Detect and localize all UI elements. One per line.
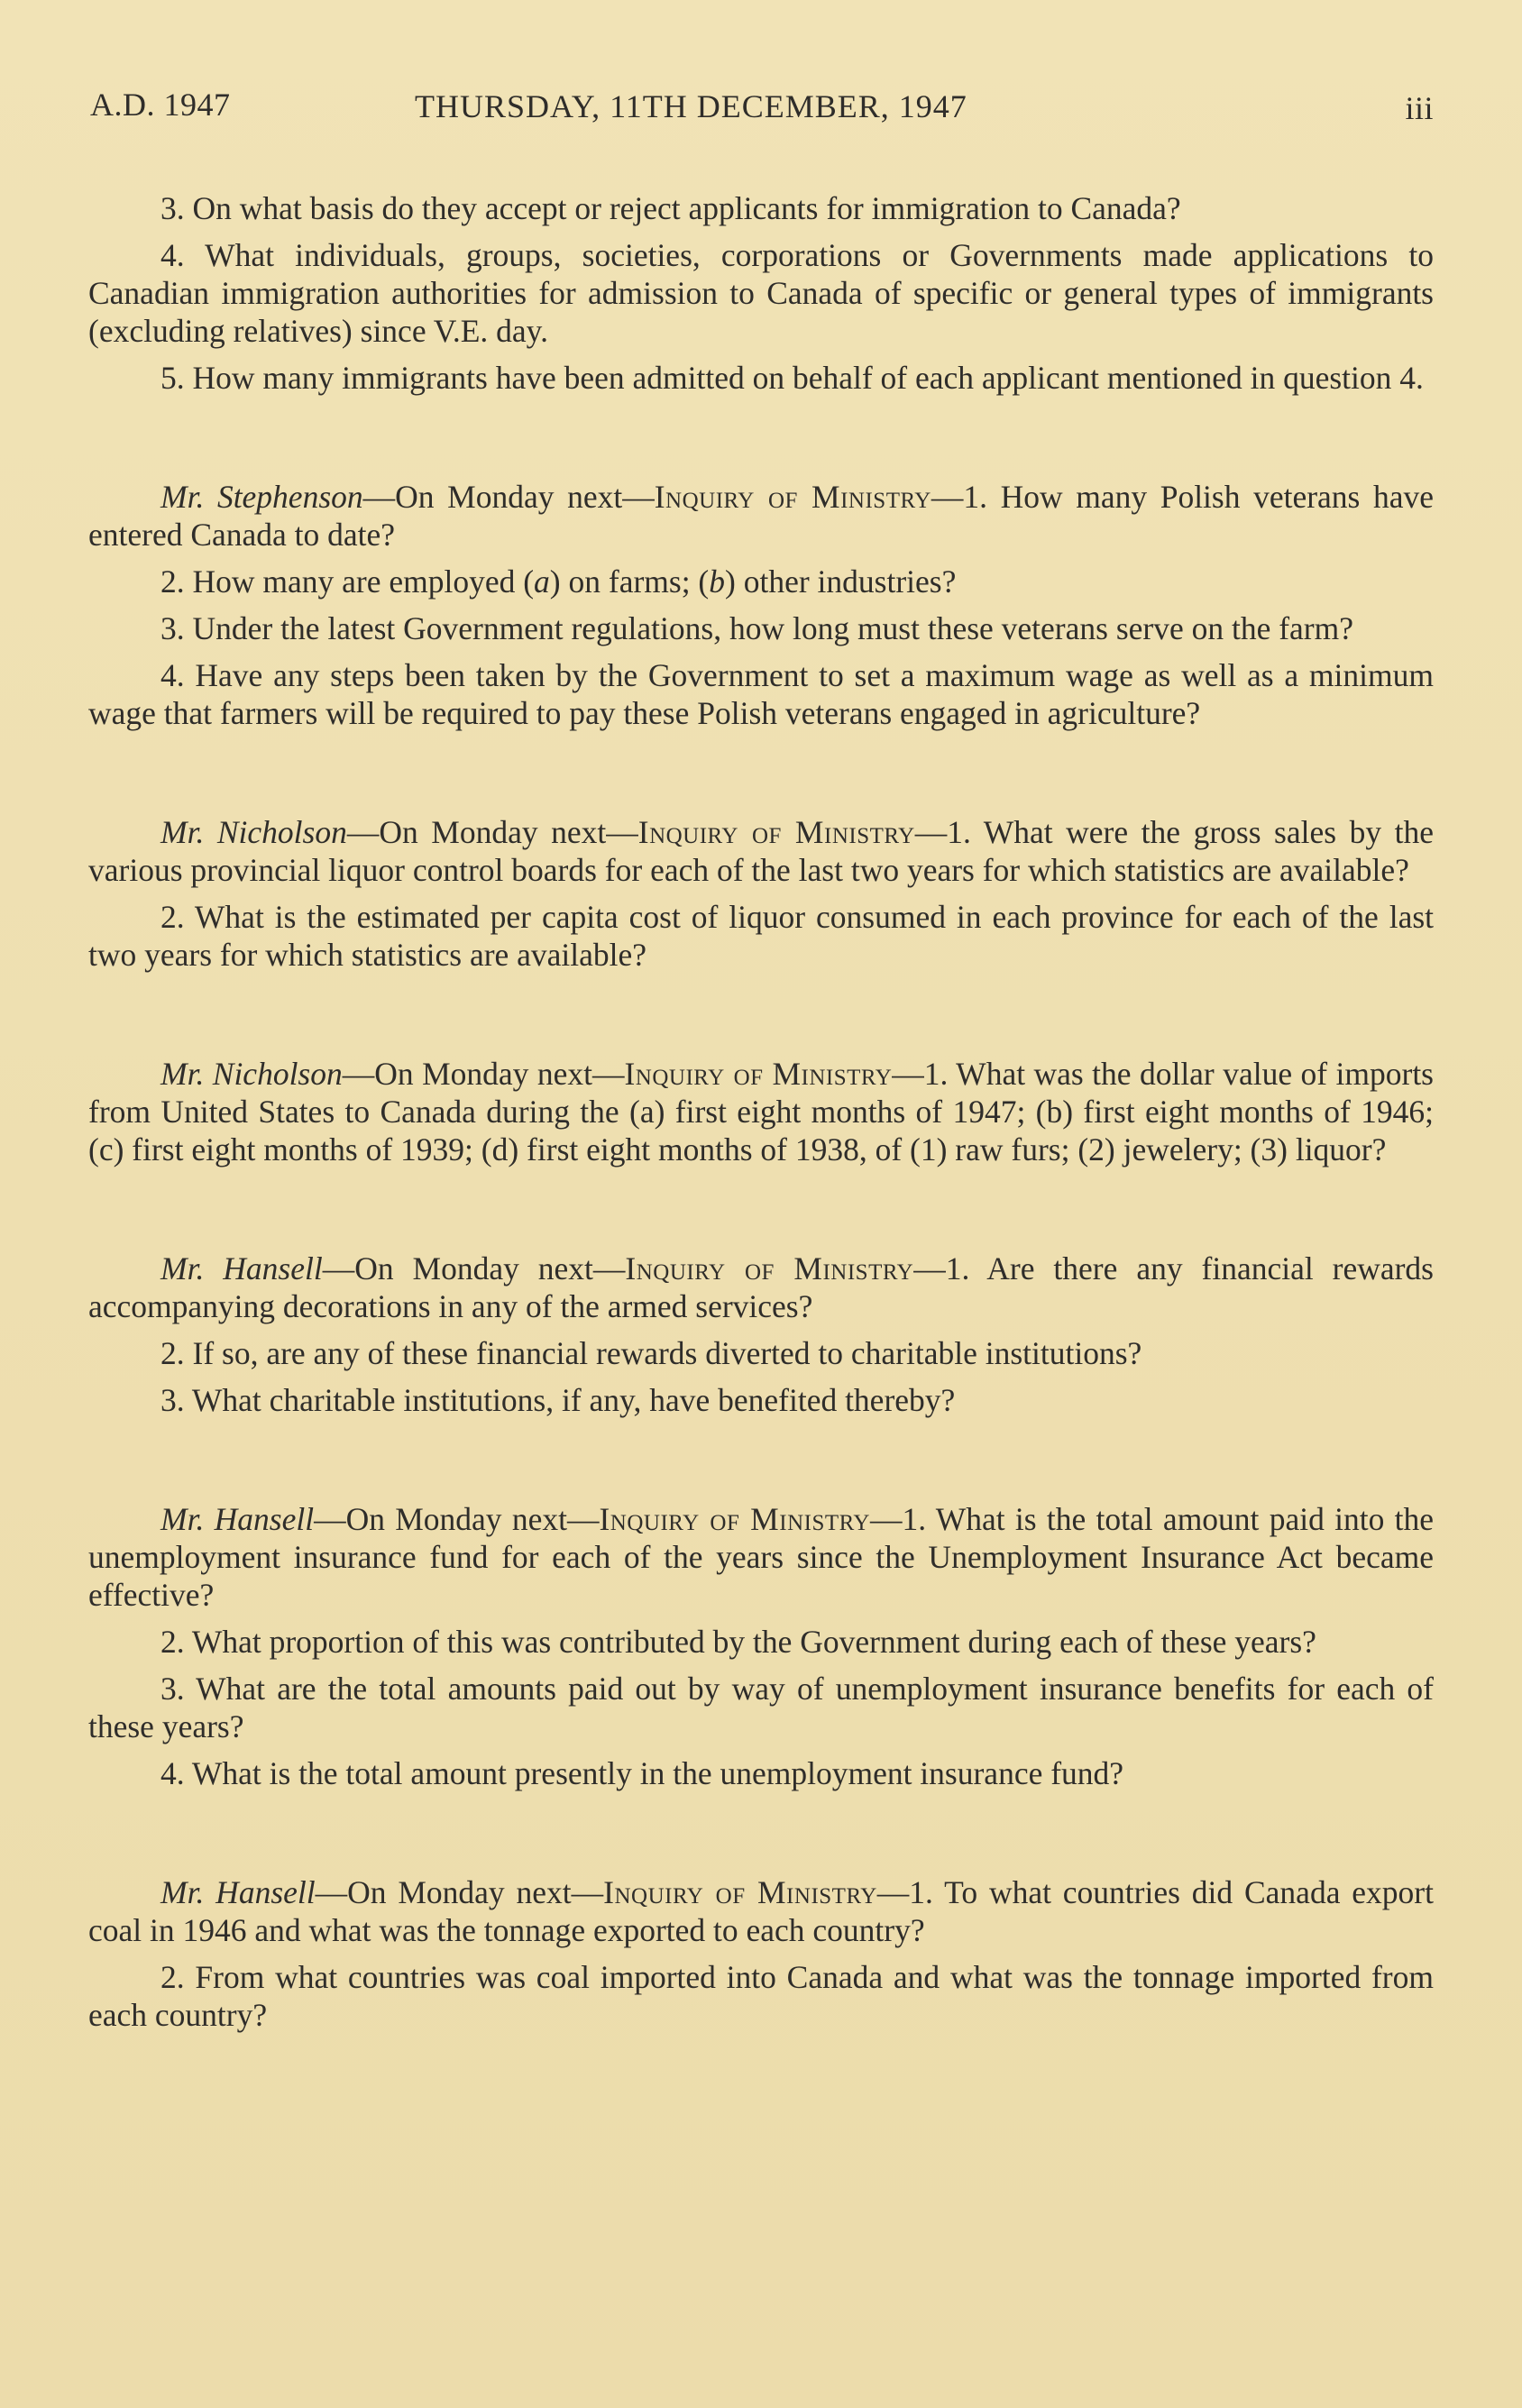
question-block [88, 478, 1434, 732]
question-lead: —On Monday next— [322, 1250, 626, 1286]
question-block [88, 1250, 1434, 1419]
inquiry-label: Inquiry of Ministry [624, 1056, 893, 1092]
question-first [88, 1873, 1434, 1949]
member-name: Mr. Nicholson [160, 814, 347, 850]
inquiry-label: Inquiry of Ministry [603, 1874, 877, 1910]
page-header [90, 86, 1434, 140]
question-text: —1. Are there any financial rewards accompanying decorations in any of the armed services? [88, 1250, 1434, 1324]
question-block [88, 813, 1434, 974]
page-number: iii [1405, 90, 1434, 126]
question-item: 3. What are the total amounts paid out by way of unemployment insurance benefits for each of these years? [88, 1671, 1434, 1744]
question-first [88, 1250, 1434, 1325]
header-year: A.D. 1947 [90, 87, 231, 123]
question-item: 2. What is the estimated per capita cost of liquor consumed in each province for each of the last two years for which statistics are available? [88, 899, 1434, 973]
intro-block [88, 189, 1434, 397]
member-name: Mr. Nicholson [160, 1056, 343, 1092]
intro-item: 3. On what basis do they accept or reject applicants for immigration to Canada? [160, 190, 1181, 226]
question-block [88, 1873, 1434, 2034]
question-text: —1. To what countries did Canada export coal in 1946 and what was the tonnage exported to each country? [88, 1874, 1434, 1948]
question-item: 2. How many are employed (a) on farms; (b) other industries? [160, 563, 957, 600]
inquiry-label: Inquiry of Ministry [599, 1501, 870, 1537]
question-item: 4. What is the total amount presently in the unemployment insurance fund? [160, 1755, 1124, 1791]
question-item: 2. What proportion of this was contributed by the Government during each of these years? [160, 1624, 1316, 1660]
intro-item: 4. What individuals, groups, societies, corporations or Governments made applications to Canadian immigration authorities for admission to Canada of specific or general types of immigrants (excluding relatives) since V.E. day. [88, 237, 1434, 349]
question-lead: —On Monday next— [314, 1501, 600, 1537]
inquiry-label: Inquiry of Ministry [625, 1250, 914, 1286]
question-lead: —On Monday next— [315, 1874, 604, 1910]
question-text: —1. What was the dollar value of imports from United States to Canada during the (a) first eight months of 1947; (b) first eight months of 1946; (c) first eight months of 1939; (d) first eight months of 1938, of (1) raw furs; (2) jewelery; (3) liquor? [88, 1056, 1434, 1167]
inquiry-label: Inquiry of Ministry [637, 814, 915, 850]
question-lead: —On Monday next— [342, 1056, 625, 1092]
question-block [88, 1055, 1434, 1168]
question-item: 2. If so, are any of these financial rewards diverted to charitable institutions? [160, 1335, 1142, 1371]
question-text: —1. What is the total amount paid into the unemployment insurance fund for each of the years since the Unemployment Insurance Act became effective? [88, 1501, 1435, 1613]
question-item: 4. Have any steps been taken by the Government to set a maximum wage as well as a minimum wage that farmers will be required to pay these Polish veterans engaged in agriculture? [88, 657, 1434, 731]
question-item: 3. Under the latest Government regulations, how long must these veterans serve on the farm? [160, 610, 1353, 646]
header-date: THURSDAY, 11TH DECEMBER, 1947 [415, 88, 967, 124]
member-name: Mr. Hansell [160, 1874, 316, 1910]
member-name: Mr. Hansell [160, 1250, 323, 1286]
question-first [88, 478, 1434, 554]
member-name: Mr. Stephenson [160, 479, 363, 515]
question-block [88, 1500, 1434, 1792]
question-first [88, 1055, 1434, 1168]
page-body [88, 189, 1434, 2043]
inquiry-label: Inquiry of Ministry [654, 479, 931, 515]
question-text: —1. How many Polish veterans have entered Canada to date? [88, 479, 1434, 553]
question-first [88, 813, 1434, 889]
question-item: 2. From what countries was coal imported into Canada and what was the tonnage imported from each country? [88, 1959, 1434, 2033]
question-lead: —On Monday next— [362, 479, 655, 515]
question-text: —1. What were the gross sales by the various provincial liquor control boards for each of the last two years for which statistics are available? [88, 814, 1434, 888]
question-lead: —On Monday next— [346, 814, 638, 850]
intro-item: 5. How many immigrants have been admitted on behalf of each applicant mentioned in question 4. [160, 360, 1424, 396]
question-item: 3. What charitable institutions, if any, have benefited thereby? [160, 1382, 956, 1418]
member-name: Mr. Hansell [160, 1501, 315, 1537]
question-first [88, 1500, 1434, 1614]
